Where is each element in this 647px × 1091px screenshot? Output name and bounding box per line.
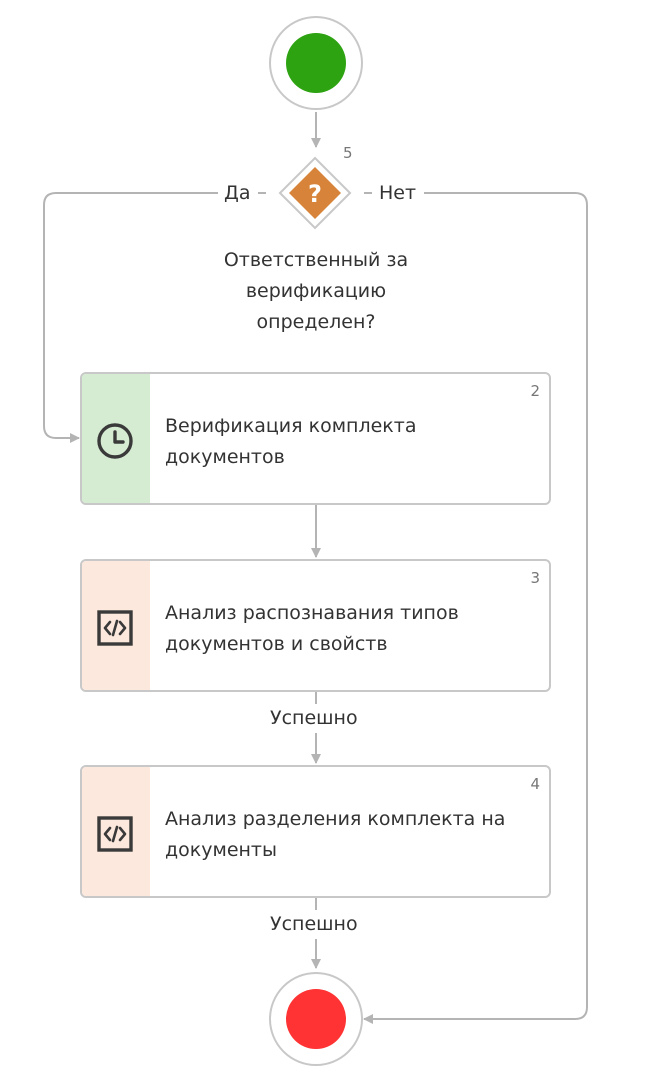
end-event[interactable]	[269, 972, 363, 1066]
start-event[interactable]	[269, 16, 363, 110]
end-event-circle	[286, 989, 346, 1049]
task-split-analysis[interactable]	[80, 765, 551, 898]
gateway-question-icon: ?	[308, 180, 322, 208]
task-label: Анализ распознавания типов документов и свойств	[165, 602, 459, 655]
task-number: 4	[530, 775, 540, 793]
task-type-recognition-analysis[interactable]	[80, 559, 551, 692]
exclusive-gateway[interactable]	[278, 156, 352, 230]
gateway-number: 5	[343, 144, 353, 162]
task-verification[interactable]	[80, 372, 551, 505]
flow-label-success: Успешно	[270, 707, 358, 729]
gateway-no-label: Нет	[379, 182, 417, 204]
task-number: 3	[530, 569, 540, 587]
gateway-yes-label: Да	[224, 182, 251, 204]
code-icon	[96, 609, 134, 647]
task-label: Анализ разделения комплекта на документы	[165, 808, 506, 861]
task-number: 2	[530, 382, 540, 400]
clock-icon	[96, 422, 134, 460]
flow-label-success: Успешно	[270, 913, 358, 935]
start-event-circle	[286, 33, 346, 93]
code-icon	[96, 815, 134, 853]
gateway-condition: Ответственный за верификацию определен?	[223, 249, 409, 333]
task-label: Верификация комплекта документов	[165, 415, 417, 468]
